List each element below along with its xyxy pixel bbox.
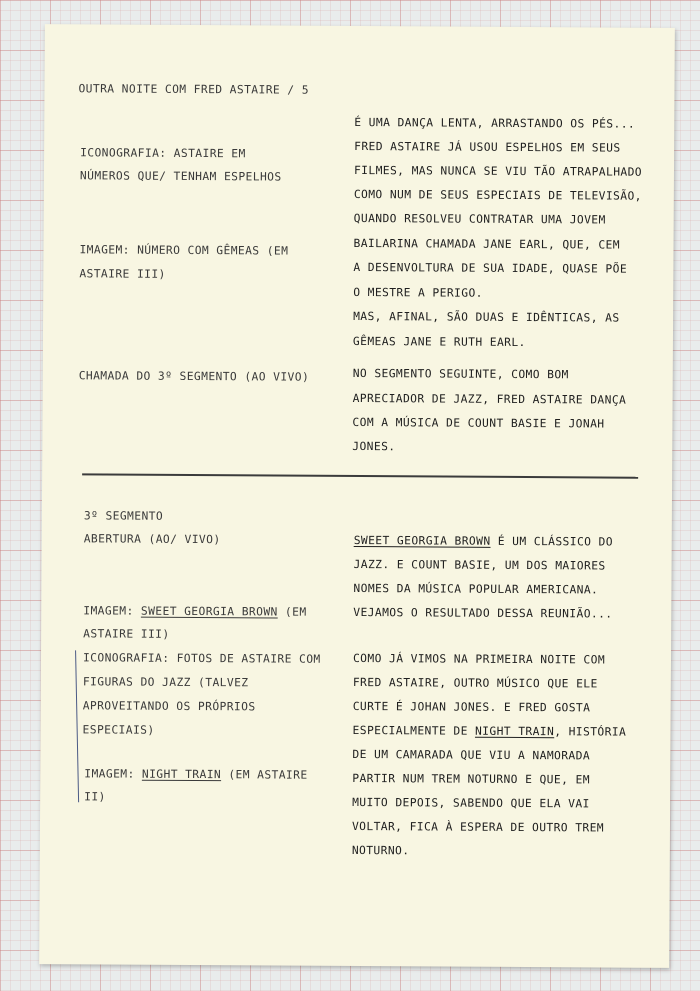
narration-line: FRED ASTAIRE, OUTRO MÚSICO QUE ELE <box>352 675 598 691</box>
left-cue-line: ASTAIRE III) <box>79 267 166 281</box>
cue-label: IMAGEM: <box>83 604 134 618</box>
segment-title: 3º SEGMENTO <box>83 509 164 523</box>
narration-line <box>353 724 627 739</box>
narration-line: VOLTAR, FICA À ESPERA DE OUTRO TREM <box>351 819 605 835</box>
narration-line: FRED ASTAIRE JÁ USOU ESPELHOS EM SEUS <box>354 139 621 155</box>
left-cue-line <box>84 767 307 781</box>
left-cue-line: NÚMEROS QUE/ TENHAM ESPELHOS <box>79 169 282 184</box>
narration-line: GÊMEAS JANE E RUTH EARL. <box>352 334 526 350</box>
narration-line: JONES. <box>352 439 396 454</box>
narration-line: MAS, AFINAL, SÃO DUAS E IDÊNTICAS, AS <box>353 309 620 325</box>
narration-line: NO SEGMENTO SEGUINTE, COMO BOM <box>352 366 569 382</box>
left-cue-line: ICONOGRAFIA: ASTAIRE EM <box>80 146 246 161</box>
narration-line: VEJAMOS O RESULTADO DESSA REUNIÃO... <box>353 605 613 621</box>
left-cue-line: ASTAIRE III) <box>83 627 170 641</box>
narration-line: COMO NUM DE SEUS ESPECIAIS DE TELEVISÃO, <box>353 187 642 203</box>
narration-text: , HISTÓRIA <box>554 725 627 739</box>
page-header: OUTRA NOITE COM FRED ASTAIRE / 5 <box>78 82 309 97</box>
narration-line: CURTE É JOHAN JONES. E FRED GOSTA <box>352 699 591 715</box>
section-divider <box>82 473 638 478</box>
narration-line: DE UM CAMARADA QUE VIU A NAMORADA <box>352 747 591 763</box>
left-cue-line <box>83 604 306 618</box>
song-title: NIGHT TRAIN <box>141 767 222 782</box>
narration-line: JAZZ. E COUNT BASIE, UM DOS MAIORES <box>353 557 606 573</box>
narration-line <box>354 534 613 549</box>
narration-line: PARTIR NUM TREM NOTURNO E QUE, EM <box>352 771 590 787</box>
cue-note: (EM ASTAIRE <box>228 768 308 782</box>
narration-line: A DESENVOLTURA DE SUA IDADE, QUASE PÕE <box>353 260 628 276</box>
typewritten-page <box>39 24 675 968</box>
left-cue-line: CHAMADA DO 3º SEGMENTO (AO VIVO) <box>78 369 310 384</box>
narration-text: ESPECIALMENTE DE <box>352 723 468 738</box>
left-cue-line: ICONOGRAFIA: FOTOS DE ASTAIRE COM <box>82 651 321 666</box>
narration-line: NOMES DA MÚSICA POPULAR AMERICANA. <box>353 581 599 597</box>
cue-label: IMAGEM: <box>84 767 135 781</box>
song-title: NIGHT TRAIN <box>474 724 555 739</box>
left-cue-line: II) <box>84 790 106 804</box>
narration-line: QUANDO RESOLVEU CONTRATAR UMA JOVEM <box>353 211 606 227</box>
song-title: SWEET GEORGIA BROWN <box>140 604 278 619</box>
narration-line: BAILARINA CHAMADA JANE EARL, QUE, CEM <box>353 236 621 252</box>
narration-text: É UM CLÁSSICO DO <box>497 534 614 549</box>
narration-line: FILMES, MAS NUNCA SE VIU TÃO ATRAPALHADO <box>353 163 643 179</box>
handwritten-margin-line <box>75 650 80 802</box>
left-cue-line: ABERTURA (AO/ VIVO) <box>83 532 221 547</box>
song-title: SWEET GEORGIA BROWN <box>353 533 491 548</box>
left-cue-line: APROVEITANDO OS PRÓPRIOS <box>82 699 256 714</box>
narration-line: O MESTRE A PERIGO. <box>353 285 483 300</box>
left-cue-line: ESPECIAIS) <box>82 723 155 737</box>
narration-line: APRECIADOR DE JAZZ, FRED ASTAIRE DANÇA <box>352 391 627 407</box>
narration-line: É UMA DANÇA LENTA, ARRASTANDO OS PÉS... <box>354 115 636 131</box>
narration-line: COM A MÚSICA DE COUNT BASIE E JONAH <box>352 415 605 431</box>
narration-line: NOTURNO. <box>351 843 410 858</box>
narration-line: COMO JÁ VIMOS NA PRIMEIRA NOITE COM <box>352 651 606 667</box>
left-cue-line: FIGURAS DO JAZZ (TALVEZ <box>82 675 249 690</box>
narration-line: MUITO DEPOIS, SABENDO QUE ELA VAI <box>352 795 590 811</box>
cue-note: (EM <box>284 605 307 619</box>
left-cue-line: IMAGEM: NÚMERO COM GÊMEAS (EM <box>79 243 289 258</box>
